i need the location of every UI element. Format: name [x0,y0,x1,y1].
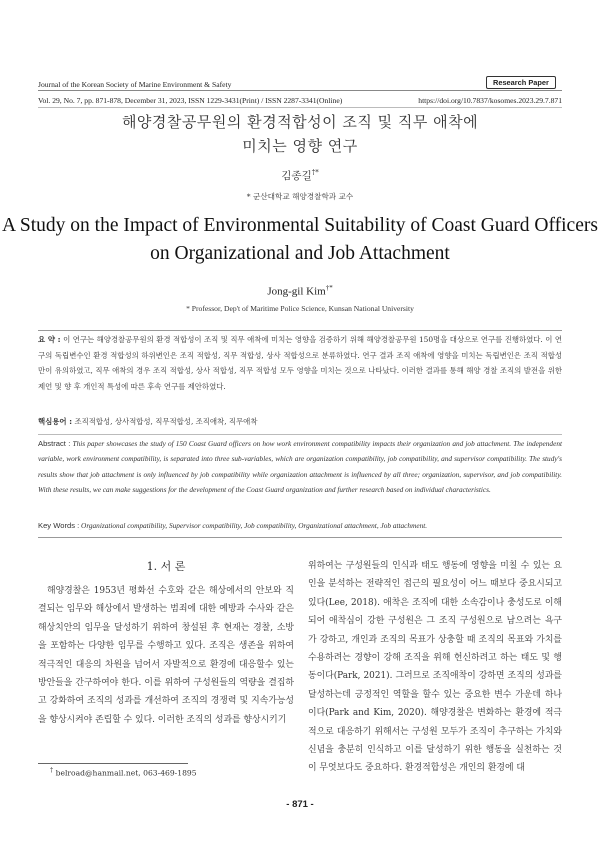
keywords-kr [38,414,562,430]
abstract-en [38,436,562,498]
volume-info: Vol. 29, No. 7, pp. 871-878, December 31, 2023, ISSN 1229-3431(Print) / ISSN 2287-3341(Online) [38,96,343,105]
keywords-kr-text: 조직적합성, 상사적합성, 직무적합성, 조직애착, 직무애착 [74,417,258,426]
abstract-kr-text: 이 연구는 해양경찰공무원의 환경 적합성이 조직 및 직무 애착에 미치는 영향을 검증하기 위해 해양경찰공무원 150명을 대상으로 연구를 진행하였다. 이 연구의 독립변수인 환경 적합성의 하위변인은 조직 적합성, 직무 적합성, 상사 적합성으로 분류하였다. 연구 결과 조직 애착에 영향을 미치는 독립변인은 조직 적합성만이 유의하였고, 직무 애착의 경우 조직 적합성, 상사 적합성, 직무 적합성 모두 영향을 미치는 것으로 나타났다. 이러한 결과를 통해 해양 경찰 조직의 발전을 위한 제언 및 향 후 개인적 특성에 따른 후속 연구를 제안하였다. [38,335,562,391]
header-rule-bottom [38,107,562,108]
author-kr-name: 김종길 [281,170,312,182]
title-kr-line2: 미치는 영향 연구 [242,137,358,155]
column-left-text: 해양경찰은 1953년 평화선 수호와 같은 해상에서의 안보와 직결되는 임무와 해상에서 발생하는 범죄에 대한 예방과 수사와 같은 해상치안의 임무을 달성하기 위하여 창설된 후 현재는 경찰, 소방을 포함하는 다양한 임무를 수행하고 있다. 조직은 생존을 위하여 적극적인 대응의 차원을 넘어서 자발적으로 환경에 대응할수 있는 방안들을 간구하여야 한다. 이를 위하여 구성원들의 역량을 결집하고 강화하여 조직의 성과를 개선하여 조직의 경쟁력 및 지속가능성을 향상시켜야 존립할 수 있다. 이러한 조직의 성과를 향상시키기 [38,586,294,725]
keywords-en-text: Organizational compatibility, Supervisor compatibility, Job compatibility, Organizational attachment, Job attachment. [81,521,428,530]
research-paper-badge: Research Paper [486,76,556,89]
abstract-rule-top [38,330,562,331]
keywords-en [38,518,562,533]
abstract-en-label: Abstract : [38,439,71,448]
affiliation-en: * Professor, Dep't of Maritime Police Science, Kunsan National University [186,304,414,313]
author-kr [0,168,600,183]
footnote [50,767,197,778]
keywords-en-label: Key Words : [38,521,80,530]
section-title: 1. 서 론 [146,560,186,573]
page-number: - 871 - [286,799,314,810]
title-kr-line1: 해양경찰공무원의 환경적합성이 조직 및 직무 애착에 [121,113,479,131]
column-right-text: 위하여는 구성원들의 인식과 태도 행동에 영향을 미칠 수 있는 요인을 분석하는 전략적인 접근의 필요성이 어느 때보다 중요시되고 있다(Lee, 2018). 애착은 조직에 대한 소속감이나 충성도로 이해되어 애착심이 강한 구성원은 그 조직 구성원으로 남으려는 욕구가 강하고, 개인과 조직의 목표가 상충할 때 조직의 목표와 가치를 수용하려는 경향이 강해 조직을 위해 헌신하려고 하는 태도 및 행동이다(Park, 2021). 그러므로 조직애착이 강하면 조직의 성과를 달성하는데 긍정적인 역할을 할수 있는 중요한 변수 가운데 하나이다(Park and Kim, 2020). 해양경찰은 변화하는 환경에 적극적으로 대응하기 위해서는 구성원 모두가 조직이 추구하는 가치와 신념을 충분히 인식하고 이를 달성하기 위한 행동을 실천하는 것이 무엇보다도 중요하다. 환경적합성은 개인의 환경에 대 [308,561,562,774]
title-en-line2: on Organizational and Job Attachment [150,243,450,264]
author-en [0,284,600,298]
doi-link[interactable]: https://doi.org/10.7837/kosomes.2023.29.7.871 [418,96,562,105]
footnote-rule [38,763,188,764]
keywords-kr-label: 핵심용어 : [38,417,73,426]
abstract-kr [38,332,562,394]
footnote-mark: † [50,767,54,774]
footnote-text: belroad@hanmail.net, 063-469-1895 [55,768,197,778]
abstract-rule-bottom [38,537,562,538]
author-en-name: Jong-gil Kim [267,285,326,298]
author-kr-sup: †* [311,168,319,177]
journal-name: Journal of the Korean Society of Marine Environment & Safety [38,80,232,89]
title-en-line1: A Study on the Impact of Environmental Suitability of Coast Guard Officers [2,215,598,236]
abstract-kr-label: 요 약 : [38,335,61,344]
author-en-sup: †* [325,284,333,292]
affiliation-kr: * 군산대학교 해양경찰학과 교수 [246,192,354,201]
header-rule-top [38,90,562,91]
abstract-en-text: This paper showcases the study of 150 Coast Guard officers on how work environment compatibility impacts their organization and job attachment. The independent variable, work environment compatibility, is separated into three sub-variables, which are organization compatibility, job compatibility, and supervisor compatibility. The study's results show that job attachment is only influenced by job compatibility while organization attachment is influenced by all three; organization, supervisor, and job compatibility. With these results, we can make suggestions for the development of the Coast Guard organization and further research based on individual characteristics. [38,439,562,495]
abstract-divider [38,434,562,435]
